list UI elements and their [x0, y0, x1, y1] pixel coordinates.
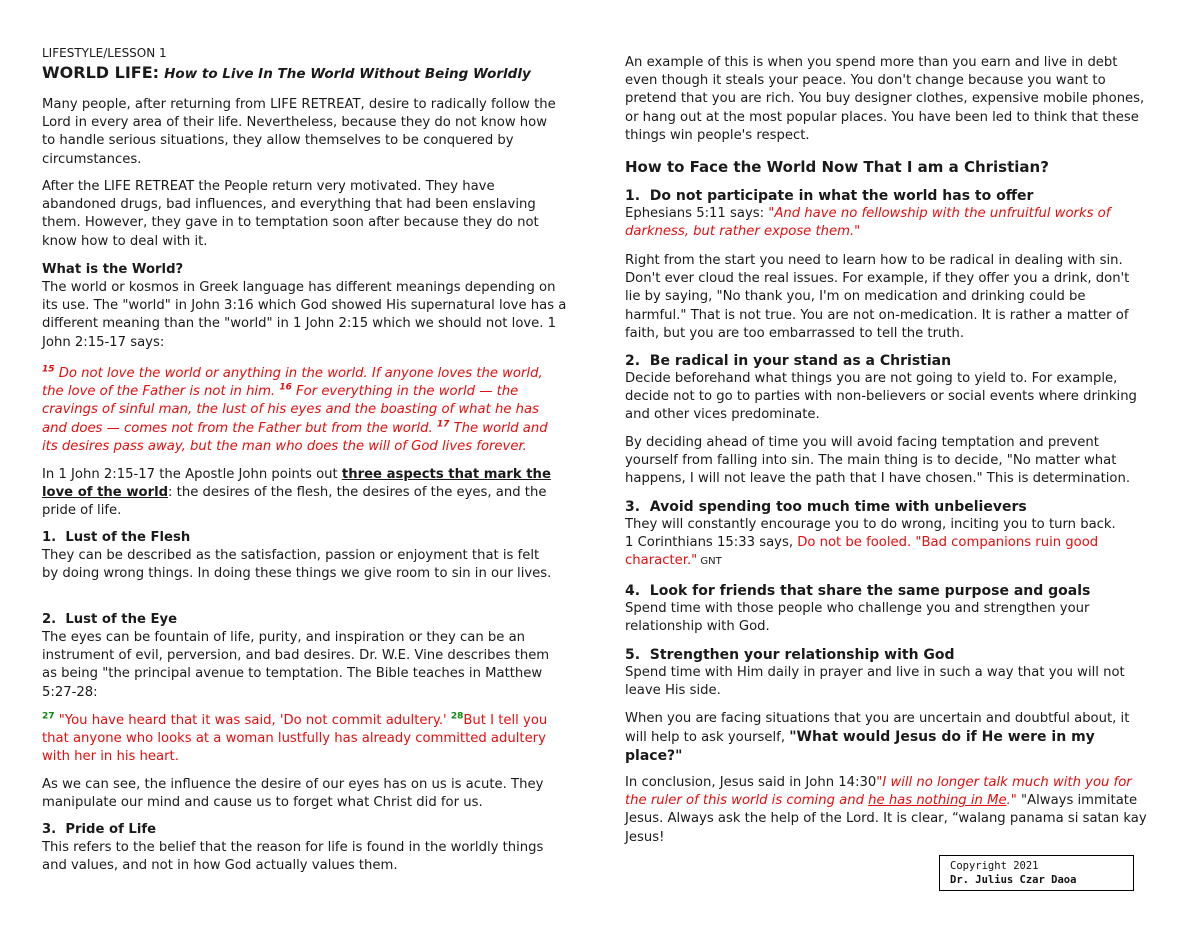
strengthen-paragraph: Spend time with Him daily in prayer and live in such a way that you will not leave His side.	[625, 665, 1125, 699]
verse-number-27: 27	[42, 711, 55, 722]
heading-point-5: 5. Strengthen your relationship with God	[625, 647, 955, 663]
eye-conclusion-paragraph: As we can see, the influence the desire of our eyes has on us is acute. They manipulate our mind and cause us to forget what Christ did for us.	[42, 777, 544, 811]
heading-point-2: 2. Be radical in your stand as a Christian	[625, 353, 952, 369]
friends-paragraph: Spend time with those people who challenge you and strengthen your relationship with God.	[625, 601, 1090, 635]
scripture-matthew	[42, 712, 568, 767]
unbelievers-paragraph: They will constantly encourage you to do wrong, inciting you to turn back.	[625, 517, 1116, 532]
heading-lust-flesh: 1. Lust of the Flesh	[42, 530, 191, 545]
deciding-paragraph: By deciding ahead of time you will avoid facing temptation and prevent yourself from falling into sin. The main thing is to decide, "No matter what happens, I will not leave the path that I have chosen." This is determination.	[625, 435, 1131, 487]
corinthians-ref: 1 Corinthians 15:33 says,	[625, 535, 798, 550]
conclusion-quote-1: "I will no longer talk much with you for the ruler of this world is coming and	[625, 775, 1132, 809]
conclusion-quote-2: ."	[1006, 793, 1017, 809]
lesson-label: LIFESTYLE/LESSON 1	[42, 46, 167, 60]
world-paragraph: The world or kosmos in Greek language has different meanings depending on its use. The "world" in John 3:16 which God showed His supernatural love has a different meaning than the "world" in 1 John 2:15 which we should not love. 1 John 2:15-17 says:	[42, 280, 567, 350]
verse-17-text: The world and its desires pass away, but the man who does the will of God lives forever.	[42, 420, 548, 454]
scripture-1john	[42, 365, 564, 456]
ephesians-paragraph	[625, 205, 1145, 241]
flesh-paragraph: They can be described as the satisfaction, passion or enjoyment that is felt by doing wrong things. In doing these things we give room to sin in our lives.	[42, 548, 552, 582]
corinthians-translation: GNT	[697, 556, 722, 568]
conclusion-paragraph	[625, 774, 1147, 847]
ephesians-ref: Ephesians 5:11 says:	[625, 206, 769, 221]
wwjd-paragraph	[625, 710, 1147, 767]
heading-what-is-world: What is the World?	[42, 262, 184, 277]
verse-28-text: But I tell you that anyone who looks at a woman lustfully has already committed adultery with her in his heart.	[42, 713, 548, 765]
verse-16-text: For everything in the world — the cravings of sinful man, the lust of his eyes and the boasting of what he has and does — comes not from the Father but from the world.	[42, 384, 539, 436]
aspects-post: : the desires of the flesh, the desires of the eyes, and the pride of life.	[42, 485, 547, 519]
heading-point-1: 1. Do not participate in what the world has to offer	[625, 188, 1034, 204]
heading-face-world: How to Face the World Now That I am a Christian?	[625, 158, 1049, 176]
intro-paragraph-2: After the LIFE RETREAT the People return very motivated. They have abandoned drugs, bad influences, and everything that had been enslaving them. However, they gave in to temptation soon after because they do not know how to deal with it.	[42, 179, 539, 249]
verse-15-text: Do not love the world or anything in the world. If anyone loves the world, the love of the Father is not in him.	[42, 366, 543, 400]
verse-number-16: 16	[279, 382, 292, 393]
corinthians-paragraph	[625, 534, 1125, 571]
heading-point-4: 4. Look for friends that share the same purpose and goals	[625, 583, 1091, 599]
conclusion-quote-underlined: he has nothing in Me	[868, 793, 1007, 809]
heading-pride-life: 3. Pride of Life	[42, 822, 157, 837]
conclusion-post: "Always immitate Jesus. Always ask the help of the Lord. It is clear, “walang panama si satan kay Jesus!	[625, 793, 1147, 845]
verse-number-15: 15	[42, 364, 55, 375]
copyright-box	[939, 855, 1134, 891]
copyright-line: Copyright 2021	[950, 860, 1039, 872]
wwjd-question: "What would Jesus do if He were in my place?"	[625, 729, 1095, 765]
aspects-paragraph	[42, 466, 564, 521]
eye-paragraph: The eyes can be fountain of life, purity, and inspiration or they can be an instrument of evil, perversion, and bad desires. Dr. W.E. Vine describes them as being "the principal avenue to temptation. The Bible teaches in Matthew 5:27-28:	[42, 630, 550, 700]
title-sub: How to Live In The World Without Being Worldly	[164, 66, 531, 82]
author-line: Dr. Julius Czar Daoa	[950, 874, 1077, 886]
ephesians-quote: "And have no fellowship with the unfruitful works of darkness, but rather expose them."	[625, 206, 1111, 240]
verse-number-28: 28	[450, 711, 464, 722]
stand-paragraph: Decide beforehand what things you are not going to yield to. For example, decide not to go to parties with non-believers or social events where drinking and other vices predominate.	[625, 371, 1137, 423]
verse-number-17: 17	[436, 419, 450, 430]
verse-27-text: "You have heard that it was said, 'Do not commit adultery.'	[54, 713, 451, 728]
example-paragraph: An example of this is when you spend more than you earn and live in debt even though it steals your peace. You don't change because you want to pretend that you are rich. You buy designer clothes, expensive mobile phones, or hang out at the most popular places. You have been led to think that these things win people's respect.	[625, 55, 1145, 143]
pride-paragraph: This refers to the belief that the reason for life is found in the worldly things and values, and not in how God actually values them.	[42, 840, 544, 874]
title-main: WORLD LIFE:	[42, 63, 160, 82]
heading-lust-eye: 2. Lust of the Eye	[42, 612, 178, 627]
aspects-pre: In 1 John 2:15-17 the Apostle John points out	[42, 467, 342, 482]
heading-point-3: 3. Avoid spending too much time with unbelievers	[625, 499, 1027, 515]
conclusion-pre: In conclusion, Jesus said in John 14:30	[625, 775, 877, 790]
aspects-emphasis: three aspects that mark the love of the world	[42, 467, 551, 501]
page-title	[42, 63, 602, 84]
radical-paragraph: Right from the start you need to learn how to be radical in dealing with sin. Don't ever cloud the real issues. For example, if they offer you a drink, don't lie by saying, "No thank you, I'm on medication and drinking could be harmful." That is not true. You are not on-medication. It is rather a matter of faith, but you are too embarrassed to tell the truth.	[625, 253, 1130, 341]
corinthians-quote: Do not be fooled. "Bad companions ruin good character."	[625, 535, 1099, 569]
intro-paragraph-1: Many people, after returning from LIFE RETREAT, desire to radically follow the Lord in every area of their life. Nevertheless, because they do not know how to handle serious situations, they allow themselves to be conquered by circumstances.	[42, 97, 556, 167]
wwjd-pre: When you are facing situations that you are uncertain and doubtful about, it will help to ask yourself,	[625, 711, 1130, 746]
